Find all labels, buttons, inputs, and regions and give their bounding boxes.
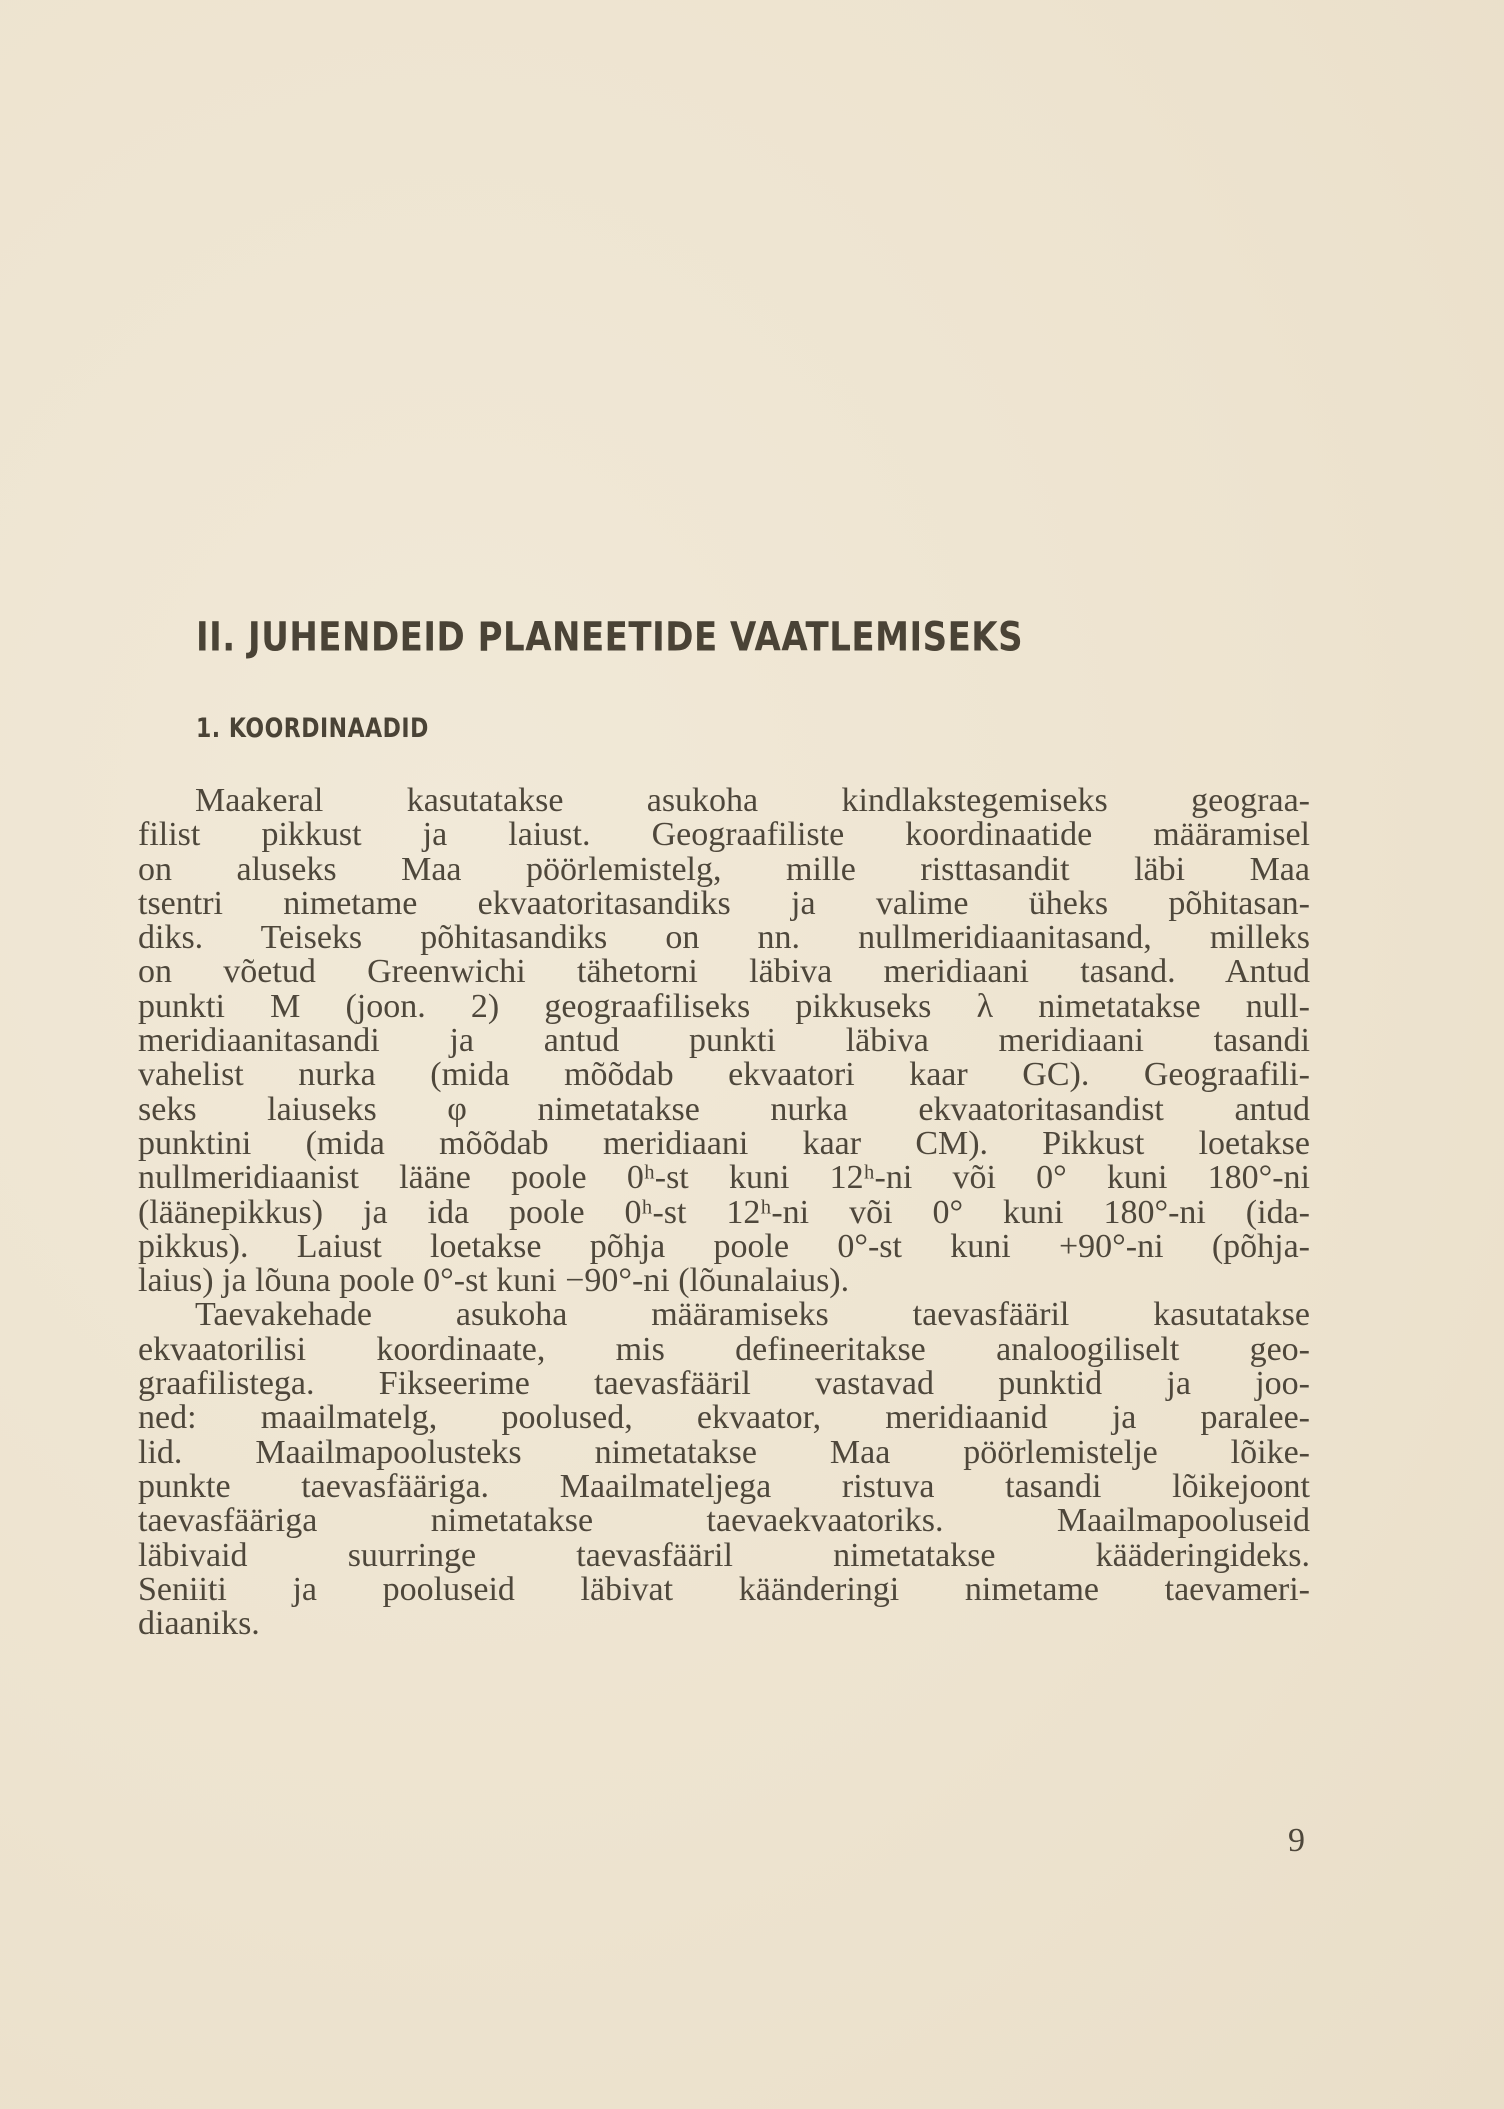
text-line: ekvaatorilisi koordinaate, mis defineeritakse analoogiliselt geo- (138, 1330, 1310, 1368)
text-line: diaaniks. (138, 1605, 260, 1643)
text-line: Seniiti ja pooluseid läbivat käänderingi nimetame taevameri- (138, 1570, 1310, 1608)
text-line: filist pikkust ja laiust. Geograafiliste koordinaatide määramisel (138, 816, 1310, 854)
paragraph-2 (138, 1298, 1310, 1641)
text-line: ned: maailmatelg, poolused, ekvaator, meridiaanid ja paralee- (138, 1399, 1310, 1437)
body-text (138, 784, 1310, 1641)
text-line: Maakeral kasutatakse asukoha kindlakstegemiseks geograa- (195, 782, 1310, 819)
text-line: tsentri nimetame ekvaatoritasandiks ja valime üheks põhitasan- (138, 884, 1310, 922)
text-line: on aluseks Maa pöörlemistelg, mille risttasandit läbi Maa (138, 850, 1310, 888)
text-line: on võetud Greenwichi tähetorni läbiva meridiaani tasand. Antud (138, 953, 1310, 991)
text-line: seks laiuseks φ nimetatakse nurka ekvaatoritasandist antud (138, 1090, 1310, 1128)
text-line: diks. Teiseks põhitasandiks on nn. nullmeridiaanitasand, milleks (138, 919, 1310, 957)
text-line: läbivaid suurringe taevasfääril nimetatakse kääderingideks. (138, 1536, 1310, 1574)
text-line: graafilistega. Fikseerime taevasfääril vastavad punktid ja joo- (138, 1365, 1310, 1403)
text-line: punkti M (joon. 2) geograafiliseks pikkuseks λ nimetatakse null- (138, 987, 1310, 1025)
text-line: taevasfääriga nimetatakse taevaekvaatoriks. Maailmapooluseid (138, 1502, 1310, 1540)
chapter-title: II. JUHENDEID PLANEETIDE VAATLEMISEKS (196, 614, 1024, 662)
text-line: lid. Maailmapoolusteks nimetatakse Maa pöörlemistelje lõike- (138, 1433, 1310, 1471)
text-line: punktini (mida mõõdab meridiaani kaar CM). Pikkust loetakse (138, 1124, 1310, 1162)
text-line: meridiaanitasandi ja antud punkti läbiva meridiaani tasandi (138, 1022, 1310, 1060)
text-line: vahelist nurka (mida mõõdab ekvaatori kaar GC). Geograafili- (138, 1056, 1310, 1094)
text-line: (läänepikkus) ja ida poole 0ʰ-st 12ʰ-ni või 0° kuni 180°-ni (ida- (138, 1193, 1310, 1231)
paragraph-1 (138, 784, 1310, 1298)
text-line: laius) ja lõuna poole 0°-st kuni −90°-ni (lõunalaius). (138, 1262, 850, 1300)
text-line: nullmeridiaanist lääne poole 0ʰ-st kuni 12ʰ-ni või 0° kuni 180°-ni (138, 1159, 1310, 1197)
page-number: 9 (1288, 1822, 1305, 1859)
text-line: pikkus). Laiust loetakse põhja poole 0°-st kuni +90°-ni (põhja- (138, 1227, 1310, 1265)
text-line: punkte taevasfääriga. Maailmateljega ristuva tasandi lõikejoont (138, 1467, 1310, 1505)
section-title: 1. KOORDINAADID (196, 714, 429, 744)
text-line: Taevakehade asukoha määramiseks taevasfääril kasutatakse (195, 1296, 1310, 1334)
